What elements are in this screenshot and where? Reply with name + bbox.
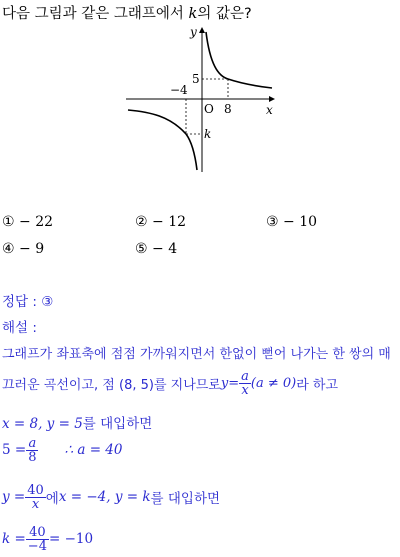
question-variable: k — [188, 6, 198, 22]
line6-fraction — [26, 526, 49, 553]
hyperbola-graph — [120, 24, 280, 174]
line3-math: x = 8, y = 5 — [2, 416, 83, 432]
choice-5[interactable] — [135, 241, 177, 257]
explanation-heading: 해설 : — [2, 320, 37, 336]
choice-2-mark: ② — [135, 214, 148, 230]
choice-5-mark: ⑤ — [135, 241, 148, 257]
choice-1-value: − 22 — [19, 214, 54, 230]
line5-mid: 에 — [45, 491, 59, 507]
line5-math: x = −4, y = k — [58, 489, 151, 505]
line5-lhs: y = — [2, 489, 26, 505]
choice-4[interactable] — [2, 241, 44, 257]
answer-line: 정답 : ③ — [2, 294, 54, 310]
line2-text-a: 끄러운 곡선이고, 점 (8, 5)를 지나므로 — [2, 377, 221, 393]
choice-3[interactable] — [266, 214, 317, 230]
choice-3-mark: ③ — [266, 214, 279, 230]
line2-fraction — [239, 370, 251, 397]
explanation-line-1: 그래프가 좌표축에 점점 가까워지면서 한없이 뻗어 나가는 한 쌍의 매 — [2, 347, 391, 362]
explanation-line-3 — [2, 412, 152, 432]
explanation-line-4 — [2, 432, 123, 468]
line2-cond: (a ≠ 0) — [250, 375, 297, 391]
line2-eq: = — [228, 375, 240, 391]
choice-5-value: − 4 — [152, 241, 178, 257]
line2-fraction-num: a — [241, 368, 249, 384]
x-axis-label: x — [266, 103, 273, 117]
explanation-line-6 — [2, 521, 93, 557]
line6-lhs: k = — [2, 531, 26, 547]
tick-label-k: k — [204, 127, 212, 141]
tick-label-neg4: −4 — [170, 83, 188, 97]
line6-fraction-num: 40 — [29, 524, 46, 540]
line4-lhs: 5 = — [2, 442, 27, 458]
line5-fraction-den: x — [25, 497, 46, 511]
origin-label: O — [204, 102, 214, 116]
line2-text-b: 라 하고 — [296, 377, 339, 393]
choice-4-value: − 9 — [19, 241, 45, 257]
explanation-line-5 — [2, 479, 220, 515]
explanation-line-2 — [2, 366, 338, 400]
question-text — [2, 2, 252, 23]
line5-fraction-num: 40 — [27, 482, 44, 498]
choice-2[interactable] — [135, 214, 186, 230]
tick-label-5: 5 — [192, 72, 200, 86]
tick-label-8: 8 — [224, 102, 232, 116]
choice-4-mark: ④ — [2, 241, 15, 257]
line4-fraction-den: 8 — [28, 449, 37, 465]
line6-rhs: = −10 — [48, 531, 94, 547]
question-text-after: 의 값은? — [197, 6, 252, 22]
line4-fraction — [26, 437, 38, 464]
y-axis-label: y — [190, 25, 197, 39]
line5-text: 를 대입하면 — [150, 491, 221, 507]
question-text-before: 다음 그림과 같은 그래프에서 — [2, 6, 189, 22]
hyperbola-branch-q1 — [206, 32, 272, 88]
hyperbola-branch-q3 — [128, 110, 197, 170]
line4-fraction-num: a — [28, 435, 37, 451]
line4-therefore: ∴ a = 40 — [64, 442, 123, 458]
choice-1-mark: ① — [2, 214, 15, 230]
choice-3-value: − 10 — [283, 214, 318, 230]
line5-fraction — [25, 484, 46, 511]
line2-fraction-den: x — [239, 383, 251, 397]
line6-fraction-den: −4 — [27, 538, 47, 554]
choice-2-value: − 12 — [152, 214, 187, 230]
choice-1[interactable] — [2, 214, 53, 230]
line3-text: 를 대입하면 — [82, 416, 153, 432]
line2-y: y — [220, 375, 229, 391]
